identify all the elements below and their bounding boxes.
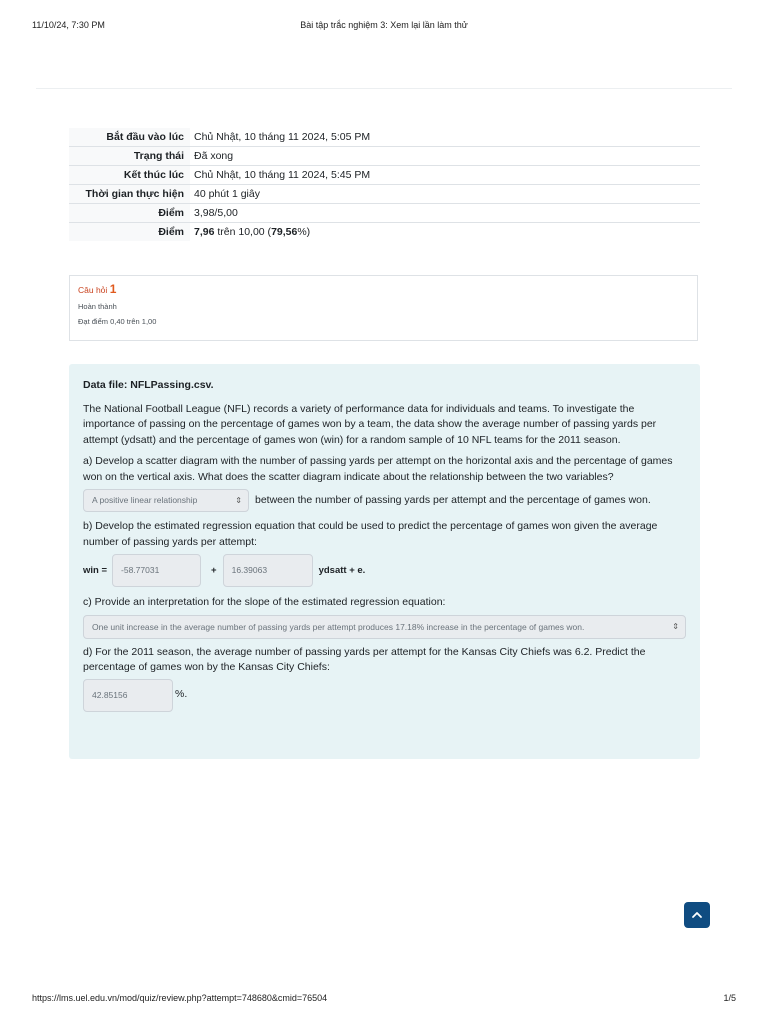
print-datetime: 11/10/24, 7:30 PM (32, 20, 105, 30)
grade-end: %) (297, 226, 311, 238)
up-down-caret-icon: ⇕ (235, 496, 242, 505)
summary-row (69, 204, 700, 223)
question-number (78, 282, 689, 296)
question-content (69, 364, 700, 759)
summary-value: 40 phút 1 giây (190, 185, 700, 204)
intercept-input[interactable]: -58.77031 (112, 554, 201, 587)
summary-label: Điểm (69, 223, 190, 242)
part-a-prompt: a) Develop a scatter diagram with the number of passing yards per attempt on the horizontal axis and the percentage of games won on the vertical axis. What does the scatter diagram indicate about the relationship between the two variables? (83, 455, 673, 483)
relationship-select[interactable] (83, 489, 249, 512)
question-mark: Đạt điểm 0,40 trên 1,00 (78, 317, 157, 326)
summary-value: 3,98/5,00 (190, 204, 700, 223)
equation-plus: + (211, 564, 217, 576)
chevron-up-icon (691, 909, 703, 921)
question-info-box (69, 275, 698, 341)
equation-lhs: win = (83, 564, 108, 576)
summary-row (69, 185, 700, 204)
question-number-value: 1 (109, 282, 117, 296)
summary-value: Đã xong (190, 147, 700, 166)
summary-value: Chủ Nhật, 10 tháng 11 2024, 5:05 PM (190, 128, 700, 147)
part-a-answer-row (83, 489, 686, 512)
up-down-caret-icon: ⇕ (672, 621, 679, 631)
summary-row (69, 128, 700, 147)
question-state: Hoàn thành (78, 302, 117, 311)
summary-label: Điểm (69, 204, 190, 223)
header-divider (36, 88, 732, 89)
part-d-prompt: d) For the 2011 season, the average number of passing yards per attempt for the Kansas City Chiefs was 6.2. Predict the percentage of games won by the Kansas City Chiefs: (83, 645, 646, 673)
slope-interpretation-select[interactable] (83, 615, 686, 639)
grade-middle: trên 10,00 ( (214, 226, 272, 238)
slope-interpretation-value: One unit increase in the average number of passing yards per attempt produces 17.18% increase in the percentage of games won. (92, 621, 585, 632)
part-d-answer-row (83, 679, 686, 712)
question-intro: The National Football League (NFL) records a variety of performance data for individuals and teams. To investigate the importance of passing on the percentage of games won by a team, the data show the average number of passing yards per attempt (ydsatt) and the percentage of games won (win) for a random sample of 10 NFL teams for the 2011 season. (83, 402, 657, 446)
summary-value: Chủ Nhật, 10 tháng 11 2024, 5:45 PM (190, 166, 700, 185)
equation-rhs: ydsatt + e. (318, 564, 366, 576)
summary-row-grade (69, 223, 700, 242)
attempt-summary-table (69, 128, 700, 241)
back-to-top-button[interactable] (684, 902, 710, 928)
data-file-label: Data file: NFLPassing.csv. (83, 379, 214, 391)
print-header (32, 20, 736, 34)
print-page-title: Bài tập trắc nghiệm 3: Xem lại lần làm thử (300, 20, 468, 30)
print-footer (32, 993, 736, 1007)
part-b-equation-row (83, 554, 686, 587)
part-b-prompt: b) Develop the estimated regression equation that could be used to predict the percentage of games won given the average number of passing yards per attempt: (83, 520, 658, 548)
relationship-select-value: A positive linear relationship (92, 495, 198, 505)
summary-row (69, 166, 700, 185)
print-page-number: 1/5 (723, 993, 736, 1003)
summary-label: Trạng thái (69, 147, 190, 166)
part-c-prompt: c) Provide an interpretation for the slope of the estimated regression equation: (83, 596, 446, 608)
grade-value (190, 223, 700, 242)
summary-label: Thời gian thực hiện (69, 185, 190, 204)
grade-score: 7,96 (194, 226, 215, 238)
summary-label: Bắt đầu vào lúc (69, 128, 190, 147)
part-a-suffix: between the number of passing yards per attempt and the percentage of games won. (255, 493, 651, 506)
prediction-unit: %. (175, 688, 188, 701)
slope-input[interactable]: 16.39063 (223, 554, 313, 587)
question-prefix: Câu hỏi (78, 285, 108, 295)
prediction-input[interactable]: 42.85156 (83, 679, 173, 712)
part-c-answer-row (83, 615, 686, 639)
print-url: https://lms.uel.edu.vn/mod/quiz/review.php?attempt=748680&cmid=76504 (32, 993, 328, 1003)
grade-percent: 79,56 (271, 226, 298, 238)
summary-row (69, 147, 700, 166)
summary-label: Kết thúc lúc (69, 166, 190, 185)
